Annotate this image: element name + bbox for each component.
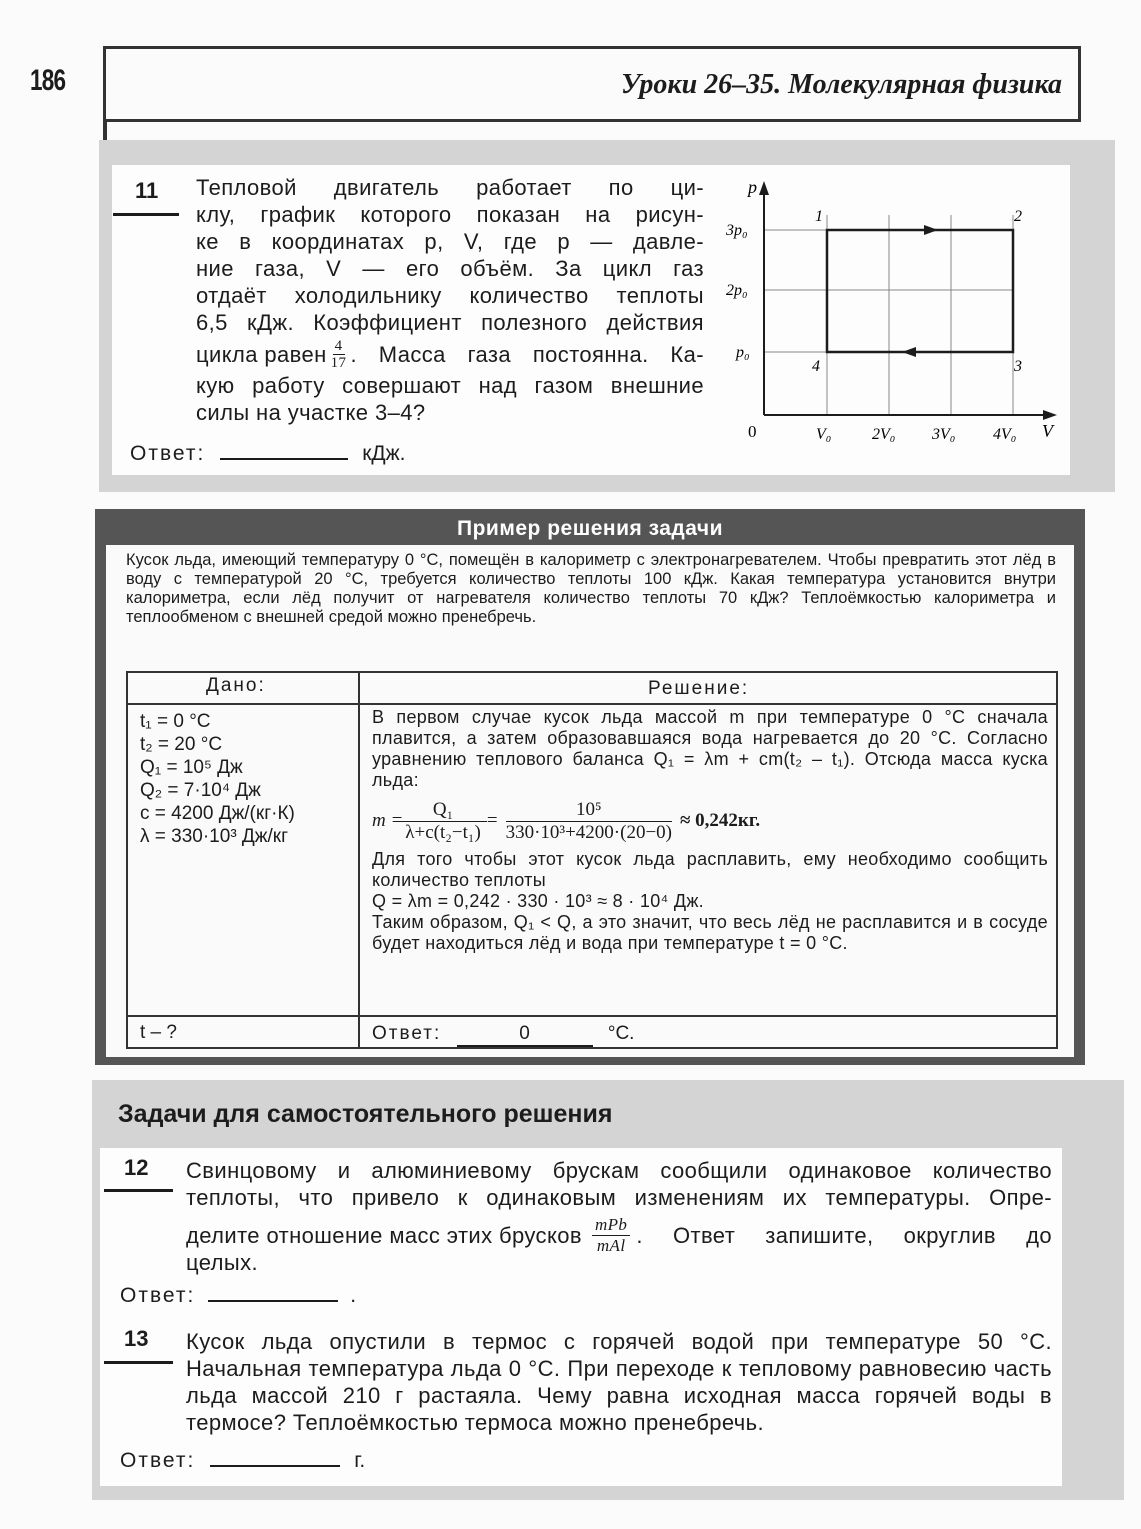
task-11-text-part: . Масса газа постоянна. Ка- [350,341,704,367]
answer-blank[interactable] [208,1280,338,1302]
task-11-line: Тепловой двигатель работает по ци- [196,175,704,200]
efficiency-fraction [331,338,347,371]
formula-result: ≈ 0,242кг. [680,810,761,831]
given-list [140,710,295,848]
formula-part: = [486,810,498,831]
example-problem: Кусок льда, имеющий температуру 0 °С, помещён в калориметр с электронагревателем. Чтобы превратить этот лёд в воду с температурой 20 °С, требуется количество теплоты 100 кДж. Какая температура установится внутри калориметра, если лёд получит от нагревателя количество теплоты 70 кДж? Теплоёмкостью калориметра и теплообменом с внешней средой можно пренебречь. [126,551,1056,626]
task-12-text-part: . Ответ запишите, округлив до [636,1222,1052,1248]
cycle-arrow-right-icon [924,225,938,235]
task-11-line: кую работу совершают над газом внешние [196,373,704,398]
solution-table [126,671,1058,1049]
p-axis-label: p [748,177,757,197]
v-tick-label: V₀ [816,426,832,443]
origin-label: 0 [748,422,757,441]
v-tick-label: 3V₀ [932,426,956,443]
cycle-arrow-left-icon [902,347,916,357]
mass-formula [372,793,1048,849]
given-item: t₂ = 20 °С [140,734,223,755]
v-tick-label: 2V₀ [872,426,896,443]
task-11-answer [130,438,406,466]
task-11-bar [113,213,179,216]
given-item: Q₁ = 10⁵ Дж [140,757,243,778]
point-label: 3 [1014,358,1022,375]
task-12-text-part: делите отношение масс этих брусков [186,1222,582,1248]
chapter-title: Уроки 26–35. Молекулярная физика [621,69,1062,100]
task-11-number: 11 [135,178,159,203]
task-12-paragraph: Свинцовому и алюминиевому брускам сообщили одинаковое количество теплоты, что привело к одинаковым изменениям их температуры. Опре- [186,1158,1052,1210]
formula-fraction [506,799,672,844]
task-12-text [186,1157,1052,1276]
task-12-bar [104,1189,173,1192]
given-item: Q₂ = 7·10⁴ Дж [140,780,261,801]
example-content [106,545,1074,1057]
answer-label: Ответ: [120,1284,196,1307]
v-tick-label: 4V₀ [993,426,1017,443]
given-item: λ = 330·10³ Дж/кг [140,826,289,847]
answer-value: 0 [457,1023,593,1047]
task-12-number: 12 [124,1155,149,1180]
answer-label: Ответ: [120,1449,196,1472]
answer-blank[interactable] [220,438,348,460]
pv-diagram [720,175,1065,455]
point-label: 2 [1014,208,1022,225]
table-divider [128,703,1056,705]
solution-paragraph: Для того чтобы этот кусок льда расплавить, ему необходимо сообщить количество теплоты [372,849,1048,890]
p-tick-label: 3p₀ [726,222,748,239]
formula-fraction [405,799,481,844]
solution-paragraph: Таким образом, Q₁ < Q, а это значит, что весь лёд не расплавится и в сосуде будет находиться лёд и вода при температуре t = 0 °С. [372,912,1048,953]
point-label: 1 [815,208,823,225]
task-13-answer [120,1445,365,1473]
given-header: Дано: [206,675,266,696]
task-13-number: 13 [124,1326,149,1351]
task-11-line-7 [196,336,704,372]
task-11-line: клу, график которого показан на рисун- [196,202,704,227]
fraction-denominator: 330·10³+4200·(20−0) [505,821,672,843]
task-11-text-part: цикла равен [196,341,327,367]
task-11-text [196,174,704,426]
given-item: c = 4200 Дж/(кг·К) [140,803,295,824]
task-11-line: ке в координатах p, V, где p — давле- [196,229,704,254]
example-title: Пример решения задачи [456,517,723,540]
formula-part: m = [372,810,404,831]
given-item: t₁ = 0 °С [140,711,211,732]
task-13-text: Кусок льда опустили в термос с горячей водой при температуре 50 °С. Начальная температура льда 0 °С. При переходе к тепловому равновесию часть льда массой 210 г растаяла. Чему равна исходная масса горячей воды в термосе? Теплоёмкостью термоса можно пренебречь. [186,1329,1052,1435]
section-title: Задачи для самостоятельного решения [118,1100,613,1128]
task-13-bar [104,1361,173,1364]
task-12-line: целых. [186,1250,259,1275]
cycle-path [827,230,1013,352]
solution-paragraph: Q = λm = 0,242 · 330 · 10³ ≈ 8 · 10⁴ Дж. [372,891,704,911]
fraction-denominator: mAl [596,1235,626,1255]
answer-unit: кДж. [362,442,406,465]
solution-body [372,707,1048,954]
task-11-line: силы на участке 3–4? [196,400,426,425]
fraction-numerator: 4 [334,337,343,354]
answer-label: Ответ: [372,1023,442,1044]
table-divider [358,673,360,1047]
solution-header: Решение: [648,678,750,699]
answer-blank[interactable] [210,1445,340,1467]
find-value: t – ? [140,1022,177,1043]
fraction-numerator: 10⁵ [506,799,672,822]
p-axis-arrow-icon [759,181,769,195]
p-tick-label: p₀ [736,344,750,361]
answer-label: Ответ: [130,442,206,465]
table-divider [128,1015,1056,1017]
answer-unit: . [350,1284,357,1307]
solution-paragraph: В первом случае кусок льда массой m при температуре 0 °С сначала плавится, а затем образовавшаяся вода нагревается до 20 °С. Согласно уравнению теплового баланса Q₁ = λm + cm(t₂ – t₁). Отсюда масса куска льда: [372,707,1048,790]
fraction-numerator: Q₁ [399,799,487,822]
task-11-line: отдаёт холодильнику количество теплоты [196,283,704,308]
point-label: 4 [812,358,820,375]
running-header [103,46,1081,122]
v-axis-label: V [1042,421,1053,441]
v-axis-arrow-icon [1043,410,1057,420]
p-tick-label: 2p₀ [726,282,748,299]
fraction-denominator: λ+c(t₂−t₁) [405,821,481,843]
answer-unit: г. [354,1449,366,1472]
fraction-numerator: mPb [592,1215,630,1236]
example-answer [372,1023,634,1047]
answer-unit: °С. [607,1023,635,1044]
task-12-answer [120,1280,356,1308]
task-11-line: 6,5 кДж. Коэффициент полезного действия [196,310,704,335]
mass-ratio-fraction [592,1215,630,1256]
fraction-denominator: 17 [330,354,347,371]
page-number: 186 [30,64,66,97]
task-11-line: ние газа, V — его объём. За цикл газ [196,256,704,281]
